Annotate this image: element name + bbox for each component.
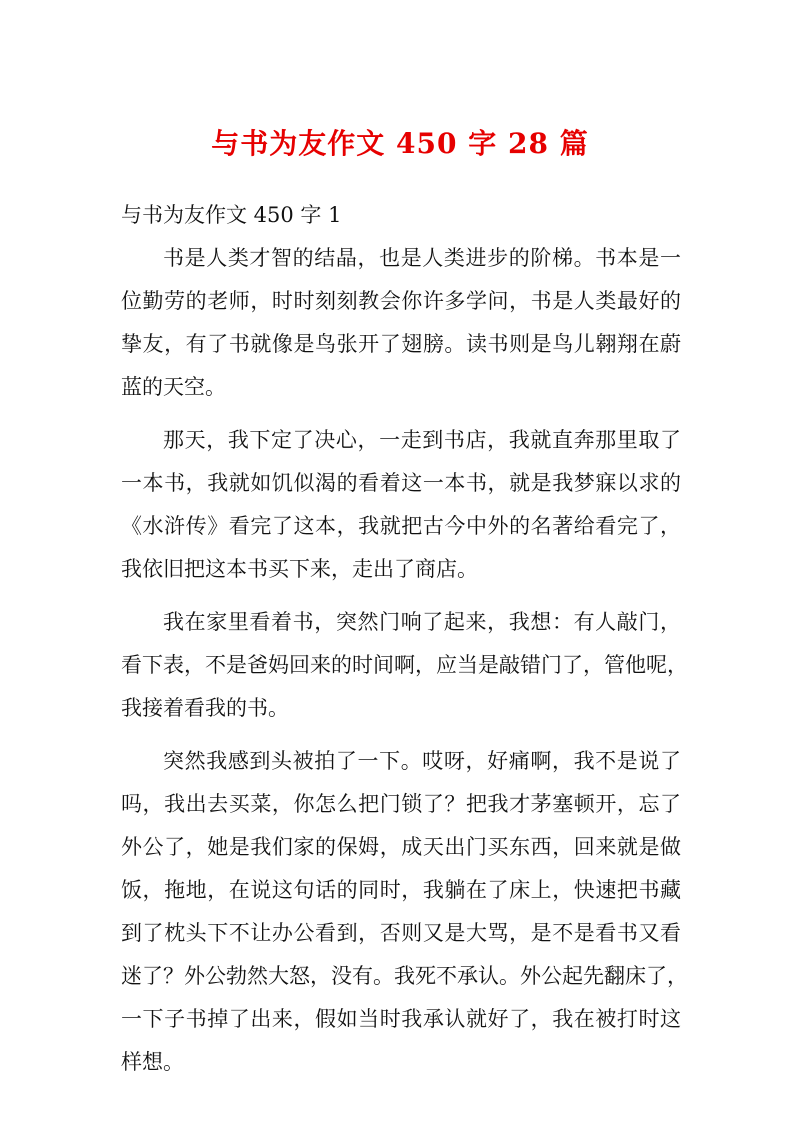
essay-body xyxy=(121,237,688,1094)
paragraph xyxy=(121,237,681,409)
text-line: 我依旧把这本书买下来，走出了商店。 xyxy=(121,557,478,581)
section-heading: 与书为友作文 450 字 1 xyxy=(121,203,342,227)
text-line: 饭，拖地，在说这句话的同时，我躺在了床上，快速把书藏 xyxy=(121,878,681,902)
paragraph xyxy=(121,601,688,730)
text-line: 蓝的天空。 xyxy=(121,375,226,399)
text-line: 一本书，我就如饥似渴的看着这一本书，就是我梦寐以求的 xyxy=(121,471,681,495)
text-line: 那天，我下定了决心，一走到书店，我就直奔那里取了 xyxy=(163,428,681,452)
text-line: 看下表，不是爸妈回来的时间啊，应当是敲错门了，管他呢， xyxy=(121,653,688,677)
text-line: 我在家里看着书，突然门响了起来，我想：有人敲门， xyxy=(163,610,681,634)
text-line: 挚友，有了书就像是鸟张开了翅膀。读书则是鸟儿翱翔在蔚 xyxy=(121,332,681,356)
text-line: 样想。 xyxy=(121,1050,184,1074)
paragraph xyxy=(121,419,681,591)
document-title: 与书为友作文 450 字 28 篇 xyxy=(211,127,589,160)
text-line: 位勤劳的老师，时时刻刻教会你许多学问，书是人类最好的 xyxy=(121,289,681,313)
text-line: 突然我感到头被拍了一下。哎呀，好痛啊，我不是说了 xyxy=(163,749,681,773)
text-line: 书是人类才智的结晶，也是人类进步的阶梯。书本是一 xyxy=(163,246,681,270)
text-line: 《水浒传》看完了这本，我就把古今中外的名著给看完了， xyxy=(121,514,681,538)
text-line: 到了枕头下不让办公看到，否则又是大骂，是不是看书又看 xyxy=(121,921,681,945)
text-line: 外公了，她是我们家的保姆，成天出门买东西，回来就是做 xyxy=(121,835,681,859)
text-line: 我接着看我的书。 xyxy=(121,696,289,720)
text-line: 吗，我出去买菜，你怎么把门锁了？把我才茅塞顿开，忘了 xyxy=(121,792,681,816)
paragraph xyxy=(121,740,688,1084)
text-line: 一下子书掉了出来，假如当时我承认就好了，我在被打时这 xyxy=(121,1007,681,1031)
text-line: 迷了？外公勃然大怒，没有。我死不承认。外公起先翻床了， xyxy=(121,964,688,988)
